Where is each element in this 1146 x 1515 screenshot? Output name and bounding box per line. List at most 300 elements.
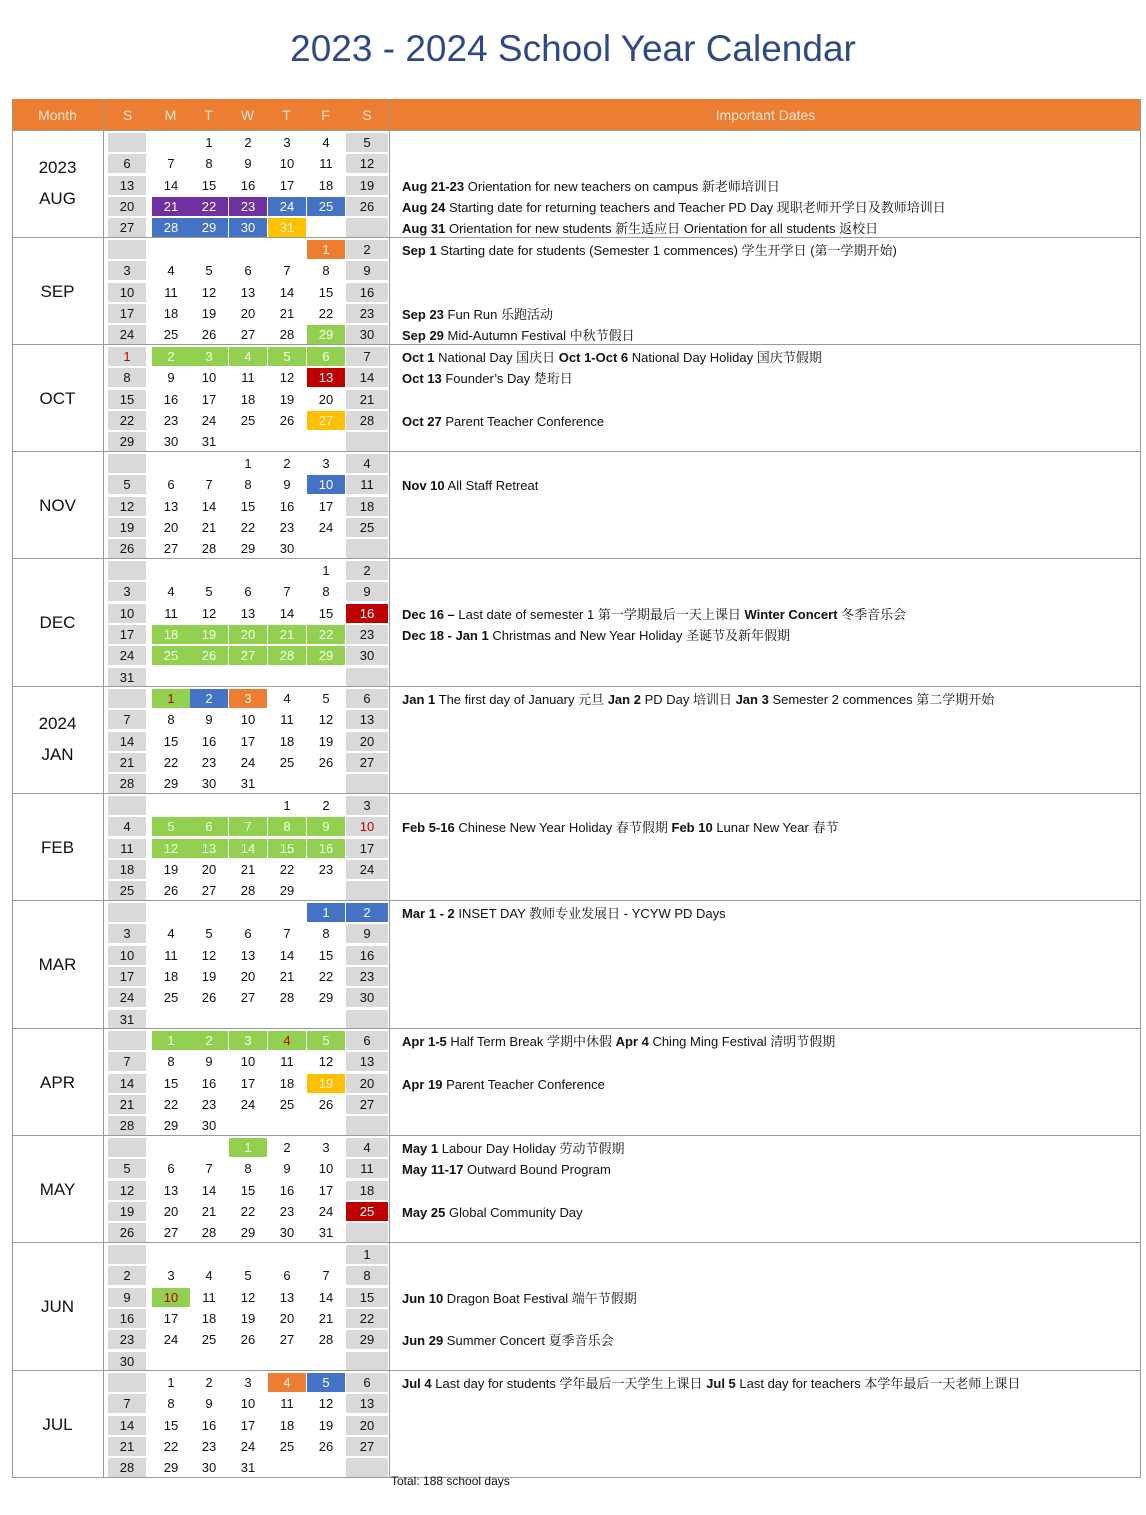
note-text: Parent Teacher Conference <box>442 1076 605 1092</box>
day-cell: 20 <box>201 861 217 877</box>
day-cell: 5 <box>268 347 306 366</box>
day-cell: 11 <box>280 1054 294 1070</box>
day-cell: 26 <box>108 1223 146 1242</box>
day-cell: 26 <box>201 327 217 343</box>
day-cell: 26 <box>318 1096 334 1112</box>
day-cell: 27 <box>307 411 345 430</box>
day-cell: 9 <box>283 1161 291 1177</box>
day-cell: 18 <box>318 177 334 193</box>
day-cell: 12 <box>318 712 334 728</box>
day-cell: 8 <box>167 712 175 728</box>
day-cell: 3 <box>190 347 228 366</box>
day-cell: 28 <box>279 327 295 343</box>
day-cell <box>229 1116 267 1135</box>
day-cell: 31 <box>240 1460 256 1476</box>
day-cell <box>108 1245 146 1264</box>
day-cell <box>108 1373 146 1392</box>
day-cell: 3 <box>167 1268 175 1284</box>
header-day-1: M <box>151 99 190 130</box>
day-cell: 4 <box>346 454 388 473</box>
day-cell: 20 <box>279 1310 295 1326</box>
day-cell: 23 <box>279 519 295 535</box>
important-date-note <box>402 1160 611 1179</box>
day-cell: 29 <box>163 776 179 792</box>
day-cell: 10 <box>240 1054 256 1070</box>
day-cell: 30 <box>201 1118 217 1134</box>
note-text: National Day Holiday 国庆节假期 <box>628 350 822 365</box>
day-cell: 6 <box>283 1268 291 1284</box>
day-cell: 24 <box>108 325 146 344</box>
day-cell: 1 <box>244 456 252 471</box>
day-cell: 2 <box>152 347 190 366</box>
note-text: Summer Concert 夏季音乐会 <box>443 1333 614 1349</box>
day-cell: 20 <box>163 1203 179 1219</box>
day-cell: 24 <box>318 519 334 535</box>
day-cell: 1 <box>307 240 345 259</box>
day-cell <box>268 1458 306 1477</box>
day-cell: 5 <box>205 263 213 279</box>
day-cell: 1 <box>346 1245 388 1264</box>
note-text: Starting date for returning teachers and Teacher PD Day 现职老师开学日及教师培训日 <box>445 199 946 215</box>
important-date-note <box>402 1032 835 1051</box>
day-cell: 11 <box>164 284 178 300</box>
day-cell <box>307 774 345 793</box>
important-date-note <box>402 241 897 260</box>
day-cell: 7 <box>229 817 267 836</box>
month-label: NOV <box>39 495 76 515</box>
day-cell: 13 <box>163 498 179 514</box>
day-cell: 6 <box>346 1373 388 1392</box>
day-cell: 27 <box>201 883 217 899</box>
row-separator <box>12 1135 1141 1136</box>
day-cell: 15 <box>108 390 146 409</box>
day-cell: 6 <box>190 817 228 836</box>
day-cell: 13 <box>346 1052 388 1071</box>
day-cell: 25 <box>346 1202 388 1221</box>
day-cell: 15 <box>346 1288 388 1307</box>
day-cell: 5 <box>152 817 190 836</box>
day-cell: 10 <box>318 1161 334 1177</box>
day-cell: 27 <box>240 990 256 1006</box>
day-cell: 28 <box>268 646 306 665</box>
day-cell: 25 <box>201 1332 217 1348</box>
day-cell: 28 <box>346 411 388 430</box>
day-cell: 11 <box>164 947 178 963</box>
day-cell <box>268 1010 306 1029</box>
day-cell: 22 <box>163 1438 179 1454</box>
day-cell: 9 <box>346 924 388 943</box>
day-cell <box>346 1116 388 1135</box>
day-cell <box>152 796 190 815</box>
day-cell: 12 <box>152 839 190 858</box>
day-cell: 8 <box>167 1396 175 1412</box>
day-cell: 28 <box>201 541 217 557</box>
day-cell: 27 <box>346 1437 388 1456</box>
day-cell <box>268 774 306 793</box>
day-cell: 23 <box>201 1096 217 1112</box>
day-cell: 17 <box>240 1417 256 1433</box>
day-cell: 18 <box>201 1310 217 1326</box>
day-cell: 17 <box>318 1182 334 1198</box>
day-cell: 16 <box>279 1182 295 1198</box>
day-cell: 7 <box>167 156 175 172</box>
day-cell: 10 <box>108 283 146 302</box>
day-cell: 14 <box>108 1074 146 1093</box>
day-cell: 8 <box>244 1161 252 1177</box>
day-cell: 4 <box>346 1138 388 1157</box>
day-cell: 23 <box>201 754 217 770</box>
day-cell: 16 <box>108 1309 146 1328</box>
day-cell: 14 <box>318 1289 334 1305</box>
day-cell: 16 <box>163 391 179 407</box>
day-cell: 11 <box>346 475 388 494</box>
day-cell: 25 <box>163 990 179 1006</box>
day-cell: 29 <box>318 990 334 1006</box>
day-cell: 29 <box>163 1460 179 1476</box>
day-cell: 28 <box>201 1225 217 1241</box>
day-cell: 16 <box>201 733 217 749</box>
day-cell: 5 <box>108 475 146 494</box>
day-cell: 20 <box>240 305 256 321</box>
day-cell: 31 <box>201 434 217 450</box>
day-cell: 16 <box>279 498 295 514</box>
month-label: JUN <box>40 1297 75 1316</box>
note-date: Oct 1 <box>402 350 435 365</box>
day-cell: 24 <box>240 1438 256 1454</box>
day-cell: 23 <box>279 1203 295 1219</box>
day-cell: 10 <box>307 475 345 494</box>
day-cell: 17 <box>201 391 217 407</box>
day-cell <box>190 1352 228 1371</box>
day-cell: 28 <box>240 883 256 899</box>
day-cell: 5 <box>108 1159 146 1178</box>
important-date-note <box>402 476 538 495</box>
note-date: Aug 31 <box>402 221 446 237</box>
day-cell: 2 <box>346 561 388 580</box>
day-cell: 9 <box>167 370 175 386</box>
day-cell: 4 <box>229 347 267 366</box>
note-date: Jan 2 <box>607 692 641 707</box>
day-cell: 2 <box>283 456 291 471</box>
day-cell: 17 <box>240 1075 256 1091</box>
important-date-note <box>402 626 790 645</box>
important-date-note <box>402 1331 614 1350</box>
column-separator <box>103 99 104 1478</box>
header-day-3: W <box>228 99 267 130</box>
day-cell: 19 <box>307 1074 345 1093</box>
important-date-note <box>402 198 946 217</box>
day-cell <box>229 796 267 815</box>
note-date: May 11-17 <box>402 1162 464 1178</box>
day-cell: 16 <box>346 283 388 302</box>
day-cell: 17 <box>240 733 256 749</box>
day-cell: 11 <box>108 839 146 858</box>
day-cell: 22 <box>318 305 334 321</box>
day-cell: 4 <box>205 1268 213 1284</box>
day-cell <box>346 432 388 451</box>
day-cell: 9 <box>346 261 388 280</box>
day-cell: 18 <box>279 1417 295 1433</box>
day-cell: 26 <box>163 883 179 899</box>
day-cell: 29 <box>163 1118 179 1134</box>
day-cell: 3 <box>322 1140 330 1155</box>
day-cell: 13 <box>307 368 345 387</box>
day-cell <box>229 1010 267 1029</box>
day-cell: 28 <box>108 774 146 793</box>
month-label: SEP <box>40 281 75 301</box>
day-cell: 19 <box>108 518 146 537</box>
day-cell: 9 <box>205 1054 213 1070</box>
day-cell: 14 <box>279 605 295 621</box>
note-date: Jul 5 <box>706 1376 736 1391</box>
day-cell: 10 <box>201 370 217 386</box>
day-cell: 27 <box>163 541 179 557</box>
note-text: Global Community Day <box>445 1204 583 1220</box>
day-cell: 18 <box>279 733 295 749</box>
day-cell: 21 <box>201 519 217 535</box>
day-cell <box>268 1245 306 1264</box>
day-cell: 4 <box>268 1373 306 1392</box>
note-text: 冬季音乐会 <box>837 606 907 622</box>
day-cell: 15 <box>318 284 334 300</box>
day-cell: 3 <box>229 1031 267 1050</box>
day-cell: 26 <box>190 646 228 665</box>
day-cell: 6 <box>167 477 175 493</box>
day-cell: 27 <box>279 1332 295 1348</box>
day-cell: 18 <box>240 391 256 407</box>
month-label: OCT <box>39 388 76 408</box>
day-cell: 1 <box>167 1375 175 1390</box>
day-cell: 2 <box>283 1140 291 1155</box>
day-cell: 2 <box>346 240 388 259</box>
total-school-days: Total: 188 school days <box>391 1474 510 1488</box>
page-title: 2023 - 2024 School Year Calendar <box>290 28 856 69</box>
day-cell <box>307 218 345 237</box>
day-cell: 29 <box>190 218 228 237</box>
day-cell <box>346 1223 388 1242</box>
day-cell: 18 <box>346 1181 388 1200</box>
important-date-note <box>402 177 780 196</box>
day-cell <box>108 240 146 259</box>
header-day-5: F <box>306 99 345 130</box>
day-cell: 14 <box>279 284 295 300</box>
note-text: Labour Day Holiday 劳动节假期 <box>438 1141 625 1156</box>
day-cell: 30 <box>346 325 388 344</box>
day-cell <box>346 1352 388 1371</box>
row-separator <box>12 1242 1141 1243</box>
day-cell: 13 <box>190 839 228 858</box>
row-separator <box>12 1028 1141 1029</box>
day-cell: 23 <box>201 1438 217 1454</box>
day-cell <box>229 1352 267 1371</box>
day-cell: 20 <box>346 1416 388 1435</box>
note-text: Mid-Autumn Festival 中秋节假日 <box>443 328 635 344</box>
day-cell: 10 <box>240 1396 256 1412</box>
header-day-6: S <box>345 99 389 130</box>
day-cell <box>268 668 306 687</box>
day-cell: 27 <box>108 218 146 237</box>
day-cell: 19 <box>318 1417 334 1433</box>
day-cell: 30 <box>229 218 267 237</box>
note-text: Last date of semester 1 第一学期最后一天上课日 <box>454 606 745 622</box>
day-cell <box>307 1352 345 1371</box>
day-cell <box>108 1031 146 1050</box>
day-cell: 28 <box>318 1332 334 1348</box>
day-cell: 21 <box>108 753 146 772</box>
day-cell: 8 <box>108 368 146 387</box>
day-cell <box>268 561 306 580</box>
day-cell: 29 <box>240 1225 256 1241</box>
day-cell <box>152 1010 190 1029</box>
day-cell: 10 <box>108 946 146 965</box>
day-cell: 21 <box>152 197 190 216</box>
day-cell: 29 <box>279 883 295 899</box>
day-cell: 31 <box>108 668 146 687</box>
day-cell <box>190 454 228 473</box>
day-cell: 6 <box>244 926 252 942</box>
day-cell: 28 <box>108 1458 146 1477</box>
day-cell: 13 <box>240 605 256 621</box>
header-day-0: S <box>103 99 152 130</box>
day-cell: 22 <box>163 754 179 770</box>
day-cell: 20 <box>229 625 267 644</box>
day-cell: 23 <box>163 412 179 428</box>
day-cell: 24 <box>240 754 256 770</box>
note-text: PD Day 培训日 <box>640 692 736 707</box>
day-cell: 13 <box>240 947 256 963</box>
note-date: Aug 21-23 <box>402 178 465 194</box>
note-text: Ching Ming Festival 清明节假期 <box>648 1034 836 1049</box>
day-cell: 13 <box>346 710 388 729</box>
day-cell <box>108 561 146 580</box>
day-cell: 21 <box>108 1095 146 1114</box>
note-text: Lunar New Year 春节 <box>712 820 839 836</box>
note-date: Nov 10 <box>402 478 445 494</box>
day-cell: 8 <box>322 584 330 600</box>
day-cell: 25 <box>279 1438 295 1454</box>
day-cell <box>268 240 306 259</box>
month-label: MAY <box>39 1179 76 1199</box>
day-cell: 31 <box>318 1225 334 1241</box>
day-cell: 1 <box>307 903 345 922</box>
row-separator <box>12 686 1141 687</box>
day-cell: 24 <box>201 412 217 428</box>
note-text: Founder’s Day 楚珩日 <box>441 371 573 387</box>
row-separator <box>12 344 1141 345</box>
day-cell: 30 <box>279 541 295 557</box>
day-cell: 21 <box>240 861 256 877</box>
row-separator <box>12 451 1141 452</box>
day-cell: 21 <box>346 390 388 409</box>
day-cell: 22 <box>190 197 228 216</box>
day-cell: 14 <box>229 839 267 858</box>
day-cell <box>190 1010 228 1029</box>
day-cell <box>229 668 267 687</box>
note-text: Christmas and New Year Holiday 圣诞节及新年假期 <box>488 627 790 643</box>
column-separator <box>389 99 390 1478</box>
note-text: Last day for teachers 本学年最后一天老师上课日 <box>735 1376 1021 1391</box>
day-cell: 3 <box>244 1375 252 1390</box>
row-separator <box>12 1477 1141 1478</box>
column-separator <box>1140 99 1141 1478</box>
day-cell: 29 <box>307 646 345 665</box>
month-label: APR <box>40 1072 75 1092</box>
day-cell: 10 <box>346 817 388 836</box>
day-cell: 18 <box>152 625 190 644</box>
day-cell: 6 <box>167 1161 175 1177</box>
row-separator <box>12 1370 1141 1371</box>
day-cell: 26 <box>240 1332 256 1348</box>
header-day-4: T <box>267 99 306 130</box>
day-cell <box>108 133 146 152</box>
row-separator <box>12 237 1141 238</box>
day-cell: 23 <box>229 197 267 216</box>
important-date-note <box>402 412 604 431</box>
day-cell: 11 <box>346 1159 388 1178</box>
day-cell <box>108 903 146 922</box>
day-cell: 29 <box>240 541 256 557</box>
row-separator <box>12 900 1141 901</box>
day-cell: 18 <box>163 968 179 984</box>
day-cell: 19 <box>108 1202 146 1221</box>
day-cell: 14 <box>108 1416 146 1435</box>
day-cell: 4 <box>268 1031 306 1050</box>
day-cell: 15 <box>240 1182 256 1198</box>
note-text: Fun Run 乐跑活动 <box>443 306 554 322</box>
day-cell: 5 <box>205 584 213 600</box>
note-date: May 1 <box>402 1141 439 1156</box>
day-cell: 22 <box>346 1309 388 1328</box>
day-cell: 24 <box>240 1096 256 1112</box>
day-cell: 15 <box>318 605 334 621</box>
day-cell: 26 <box>318 1438 334 1454</box>
note-date: Apr 19 <box>402 1076 443 1092</box>
day-cell <box>346 774 388 793</box>
day-cell: 21 <box>268 625 306 644</box>
day-cell: 31 <box>268 218 306 237</box>
day-cell <box>307 881 345 900</box>
day-cell: 30 <box>279 1225 295 1241</box>
day-cell: 6 <box>346 689 388 708</box>
day-cell: 26 <box>201 990 217 1006</box>
day-cell: 2 <box>108 1266 146 1285</box>
day-cell <box>152 240 190 259</box>
day-cell: 8 <box>322 926 330 942</box>
day-cell: 16 <box>346 604 388 623</box>
month-label: MAR <box>38 955 77 974</box>
day-cell <box>190 240 228 259</box>
day-cell: 18 <box>108 860 146 879</box>
day-cell <box>190 796 228 815</box>
important-date-note <box>402 219 878 238</box>
day-cell: 9 <box>307 817 345 836</box>
note-date: Jun 29 <box>402 1333 444 1349</box>
note-text: Dragon Boat Festival 端午节假期 <box>443 1290 637 1306</box>
month-label: FEB <box>40 837 75 857</box>
day-cell: 17 <box>318 498 334 514</box>
day-cell: 23 <box>346 625 388 644</box>
important-date-note <box>402 326 635 345</box>
note-text: Semester 2 commences 第二学期开始 <box>768 692 995 707</box>
month-label: JAN <box>41 744 74 764</box>
note-date: Feb 5-16 <box>402 820 455 836</box>
day-cell: 11 <box>280 1396 294 1412</box>
day-cell: 30 <box>346 646 388 665</box>
day-cell: 17 <box>346 839 388 858</box>
day-cell: 18 <box>279 1075 295 1091</box>
day-cell: 4 <box>167 263 175 279</box>
day-cell: 1 <box>152 1031 190 1050</box>
